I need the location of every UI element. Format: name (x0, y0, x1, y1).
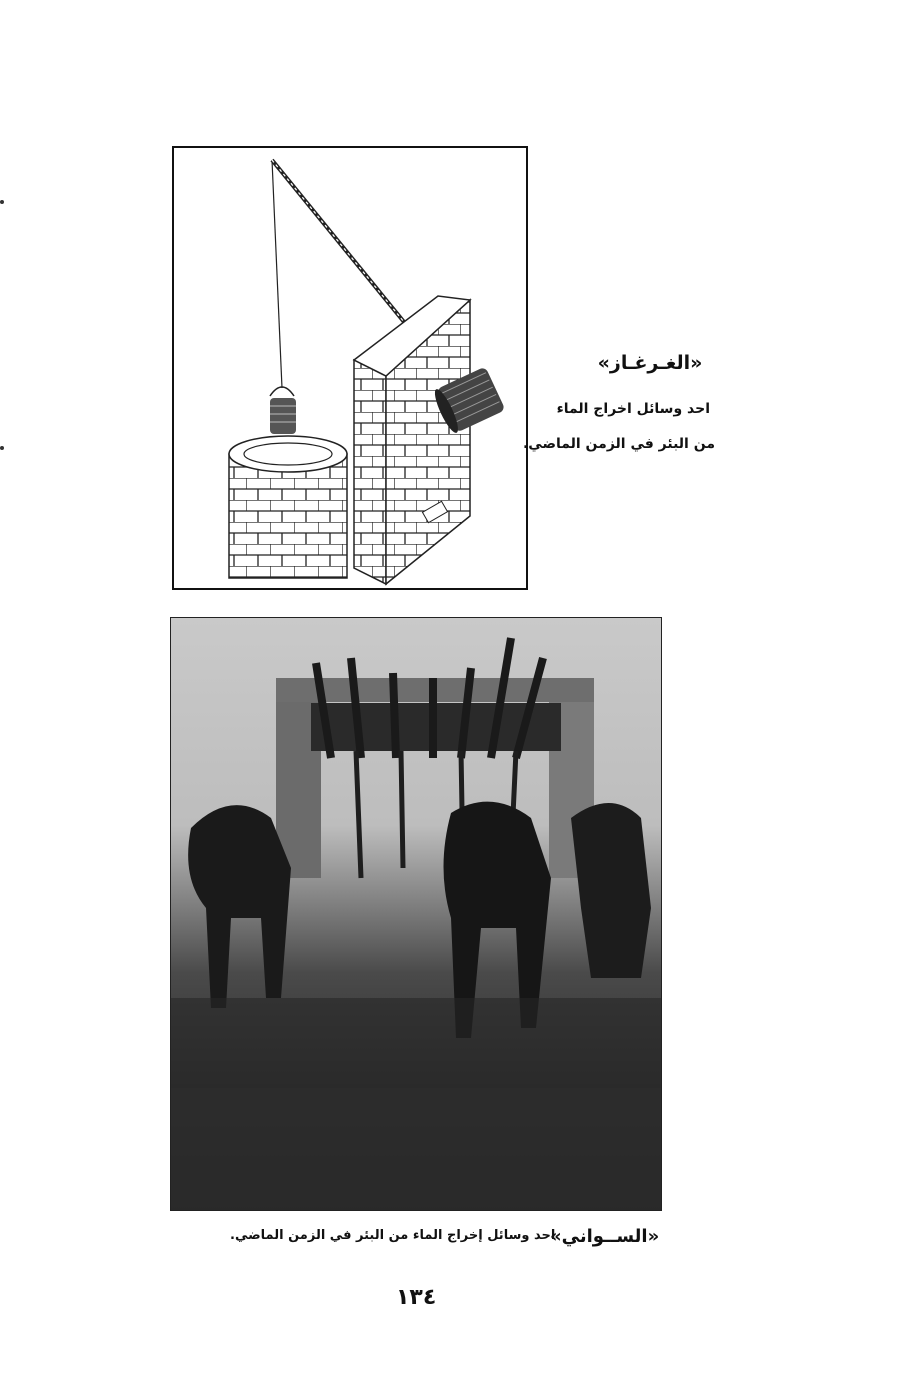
figure1-caption-line1: احد وسائل اخراج الماء (556, 401, 710, 417)
page-number: ١٣٤ (396, 1285, 437, 1310)
sawani-photograph (170, 617, 662, 1211)
figure2-caption: احد وسائل إخراج الماء من البئر في الزمن الماضي. (230, 1228, 556, 1243)
sawani-photo-scene (171, 618, 661, 1210)
figure1-caption-line2: من البئر في الزمن الماضي. (522, 436, 715, 452)
gharghaz-illustration (172, 146, 528, 590)
figure2-title: «الســواني» (550, 1226, 660, 1247)
gharghaz-drawing (174, 148, 526, 588)
margin-mark (0, 446, 4, 450)
figure1-title: «الغـرغـاز» (597, 352, 703, 374)
margin-mark (0, 200, 4, 204)
